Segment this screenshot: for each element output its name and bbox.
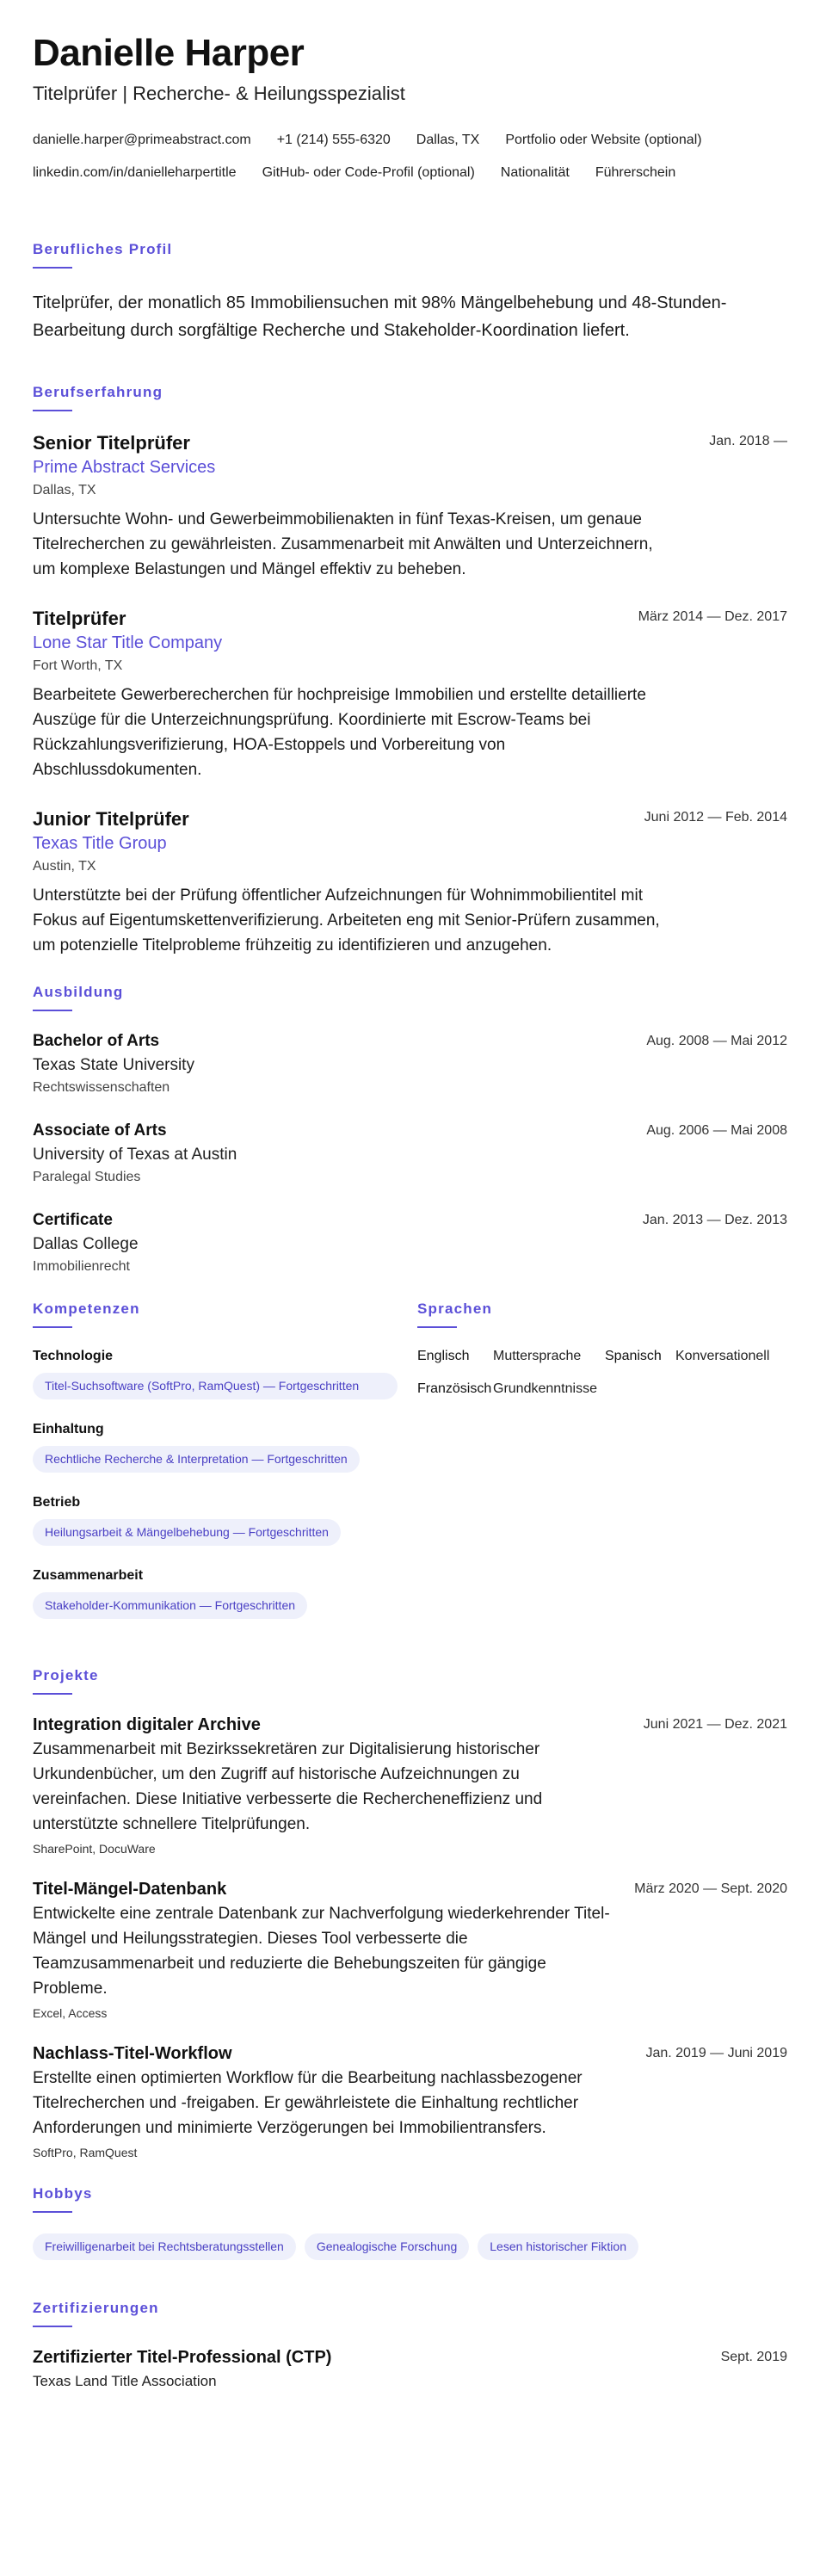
entry-date: Jan. 2018 — <box>709 434 787 449</box>
language-name: Spanisch <box>605 1349 662 1364</box>
project-tech: SharePoint, DocuWare <box>33 1842 156 1856</box>
project-tech: Excel, Access <box>33 2006 108 2021</box>
candidate-name: Danielle Harper <box>33 32 305 74</box>
project-description: Erstellte einen optimierten Workflow für die Bearbeitung nachlassbezogener Titelrecherchen und -freigaben. Er gewährleistete die Einhaltung rechtlicher Anforderungen und minimierte Verzögerungen bei Immobilientransfers. <box>33 2069 583 2138</box>
education-entry <box>33 1211 787 1275</box>
skill-category: Einhaltung <box>33 1422 104 1437</box>
job-location: Austin, TX <box>33 859 96 874</box>
skill-chip: Rechtliche Recherche & Interpretation — Fortgeschritten <box>33 1446 360 1473</box>
entry-date: März 2020 — Sept. 2020 <box>634 1881 787 1897</box>
project-entry <box>33 1880 787 2020</box>
experience-entry <box>33 608 787 782</box>
contact-email[interactable]: danielle.harper@primeabstract.com <box>33 133 251 148</box>
project-entry <box>33 1715 787 1856</box>
contact-location: Dallas, TX <box>416 133 480 148</box>
hobby-chip: Genealogische Forschung <box>305 2233 469 2260</box>
company-name: Texas Title Group <box>33 834 167 854</box>
section-heading: Hobbys <box>33 2185 93 2202</box>
skill-group <box>33 1422 417 1473</box>
skill-chip: Stakeholder-Kommunikation — Fortgeschritten <box>33 1592 307 1619</box>
degree: Certificate <box>33 1211 113 1230</box>
section-divider <box>33 2326 72 2327</box>
section-divider <box>417 1326 457 1328</box>
certifications-section <box>33 2300 787 2390</box>
project-entry <box>33 2044 787 2159</box>
section-divider <box>33 1693 72 1695</box>
section-divider <box>33 1326 72 1328</box>
candidate-headline: Titelprüfer | Recherche- & Heilungsspezialist <box>33 83 405 105</box>
language-list <box>417 1349 787 1397</box>
experience-section <box>33 384 787 958</box>
job-description: Untersuchte Wohn- und Gewerbeimmobilienakten in fünf Texas-Kreisen, um genaue Titelrecherchen zu gewährleisten. Zusammenarbeit mit Anwälten und Unterzeichnern, um komplexe Belastungen und Mängel effektiv zu beheben. <box>33 510 653 579</box>
language-level: Muttersprache <box>493 1349 582 1364</box>
contact-github[interactable]: GitHub- oder Code-Profil (optional) <box>262 165 475 181</box>
job-title: Junior Titelprüfer <box>33 808 189 831</box>
project-tech: SoftPro, RamQuest <box>33 2146 138 2160</box>
hobby-chip: Freiwilligenarbeit bei Rechtsberatungsstellen <box>33 2233 296 2260</box>
project-description: Entwickelte eine zentrale Datenbank zur Nachverfolgung wiederkehrender Titel-Mängel und Heilungsstrategien. Dieses Tool verbesserte die Teamzusammenarbeit und reduzierte die Behebungszeiten für gängige Probleme. <box>33 1905 610 1998</box>
skill-group <box>33 1495 417 1546</box>
certification-title: Zertifizierter Titel-Professional (CTP) <box>33 2348 332 2368</box>
field-of-study: Paralegal Studies <box>33 1170 141 1185</box>
school-name: Dallas College <box>33 1235 139 1254</box>
project-description: Zusammenarbeit mit Bezirkssekretären zur Digitalisierung historischer Urkundenbücher, um den Zugriff auf historische Aufzeichnungen zu vereinfachen. Diese Initiative verbesserte die Rechercheneffizienz und unterstützte schnellere Titelprüfungen. <box>33 1740 543 1834</box>
languages-section <box>417 1300 787 1641</box>
education-entry <box>33 1121 787 1185</box>
education-section <box>33 984 787 1275</box>
project-title: Nachlass-Titel-Workflow <box>33 2044 232 2064</box>
field-of-study: Rechtswissenschaften <box>33 1080 170 1096</box>
resume-header <box>33 33 787 189</box>
job-description: Bearbeitete Gewerberecherchen für hochpreisige Immobilien und erstellte detaillierte Auszüge für die Unterzeichnungsprüfung. Koordinierte mit Escrow-Teams bei Rückzahlungsverifizierung, HOA-Estoppels und Vorbereitung von Abschlussdokumenten. <box>33 686 646 780</box>
section-heading: Sprachen <box>417 1300 493 1318</box>
contact-info <box>33 124 787 189</box>
section-heading: Kompetenzen <box>33 1300 140 1318</box>
skill-category: Betrieb <box>33 1495 81 1510</box>
language-level: Konversationell <box>675 1349 770 1364</box>
job-title: Senior Titelprüfer <box>33 432 190 454</box>
skills-section <box>33 1300 417 1641</box>
profile-summary: Titelprüfer, der monatlich 85 Immobiliensuchen mit 98% Mängelbehebung und 48-Stunden-Bearbeitung durch sorgfältige Recherche und Stakeholder-Koordination liefert. <box>33 293 727 341</box>
entry-date: Aug. 2006 — Mai 2008 <box>646 1123 787 1139</box>
contact-linkedin[interactable]: linkedin.com/in/danielleharpertitle <box>33 165 237 181</box>
school-name: Texas State University <box>33 1056 194 1075</box>
section-divider <box>33 1010 72 1011</box>
language-level: Grundkenntnisse <box>493 1381 597 1397</box>
contact-drivers-license: Führerschein <box>595 165 676 181</box>
hobbies-section <box>33 2185 787 2260</box>
entry-date: Aug. 2008 — Mai 2012 <box>646 1034 787 1049</box>
experience-entry <box>33 432 787 582</box>
entry-date: März 2014 — Dez. 2017 <box>638 609 787 625</box>
projects-section <box>33 1667 787 2159</box>
project-title: Integration digitaler Archive <box>33 1715 261 1735</box>
contact-phone[interactable]: +1 (214) 555-6320 <box>276 133 391 148</box>
job-description: Unterstützte bei der Prüfung öffentlicher Aufzeichnungen für Wohnimmobilientitel mit Fokus auf Eigentumskettenverifizierung. Arbeiteten eng mit Senior-Prüfern zusammen, um potenzielle Titelprobleme frühzeitig zu identifizieren und anzugehen. <box>33 886 660 955</box>
skill-category: Zusammenarbeit <box>33 1568 144 1584</box>
section-heading: Zertifizierungen <box>33 2300 159 2317</box>
company-name: Lone Star Title Company <box>33 633 223 653</box>
skill-chip: Titel-Suchsoftware (SoftPro, RamQuest) — Fortgeschritten <box>33 1373 398 1399</box>
section-heading: Projekte <box>33 1667 99 1684</box>
contact-nationality: Nationalität <box>500 165 570 181</box>
entry-date: Juni 2021 — Dez. 2021 <box>643 1717 787 1733</box>
job-location: Fort Worth, TX <box>33 658 123 674</box>
skill-category: Technologie <box>33 1349 114 1364</box>
degree: Associate of Arts <box>33 1121 167 1140</box>
skill-group <box>33 1349 417 1399</box>
section-heading: Berufliches Profil <box>33 241 173 258</box>
section-divider <box>33 2211 72 2213</box>
project-title: Titel-Mängel-Datenbank <box>33 1880 227 1900</box>
school-name: University of Texas at Austin <box>33 1146 237 1164</box>
language-name: Französisch <box>417 1381 492 1397</box>
certification-entry <box>33 2348 787 2390</box>
contact-portfolio[interactable]: Portfolio oder Website (optional) <box>505 133 702 148</box>
job-title: Titelprüfer <box>33 608 126 630</box>
entry-date: Jan. 2019 — Juni 2019 <box>645 2046 787 2061</box>
skill-chip: Heilungsarbeit & Mängelbehebung — Fortgeschritten <box>33 1519 341 1546</box>
language-name: Englisch <box>417 1349 470 1364</box>
skill-group <box>33 1568 417 1619</box>
hobby-chip: Lesen historischer Fiktion <box>478 2233 638 2260</box>
profile-section <box>33 241 787 344</box>
entry-date: Sept. 2019 <box>720 2350 787 2365</box>
education-entry <box>33 1032 787 1096</box>
entry-date: Jan. 2013 — Dez. 2013 <box>642 1213 787 1228</box>
section-heading: Ausbildung <box>33 984 124 1001</box>
skills-languages-row <box>33 1300 787 1641</box>
experience-entry <box>33 808 787 958</box>
entry-date: Juni 2012 — Feb. 2014 <box>644 810 787 825</box>
section-divider <box>33 410 72 411</box>
hobby-list <box>33 2233 787 2260</box>
certification-issuer: Texas Land Title Association <box>33 2373 217 2390</box>
company-name: Prime Abstract Services <box>33 458 216 478</box>
job-location: Dallas, TX <box>33 483 96 498</box>
section-heading: Berufserfahrung <box>33 384 163 401</box>
field-of-study: Immobilienrecht <box>33 1259 130 1275</box>
section-divider <box>33 267 72 269</box>
degree: Bachelor of Arts <box>33 1032 160 1051</box>
